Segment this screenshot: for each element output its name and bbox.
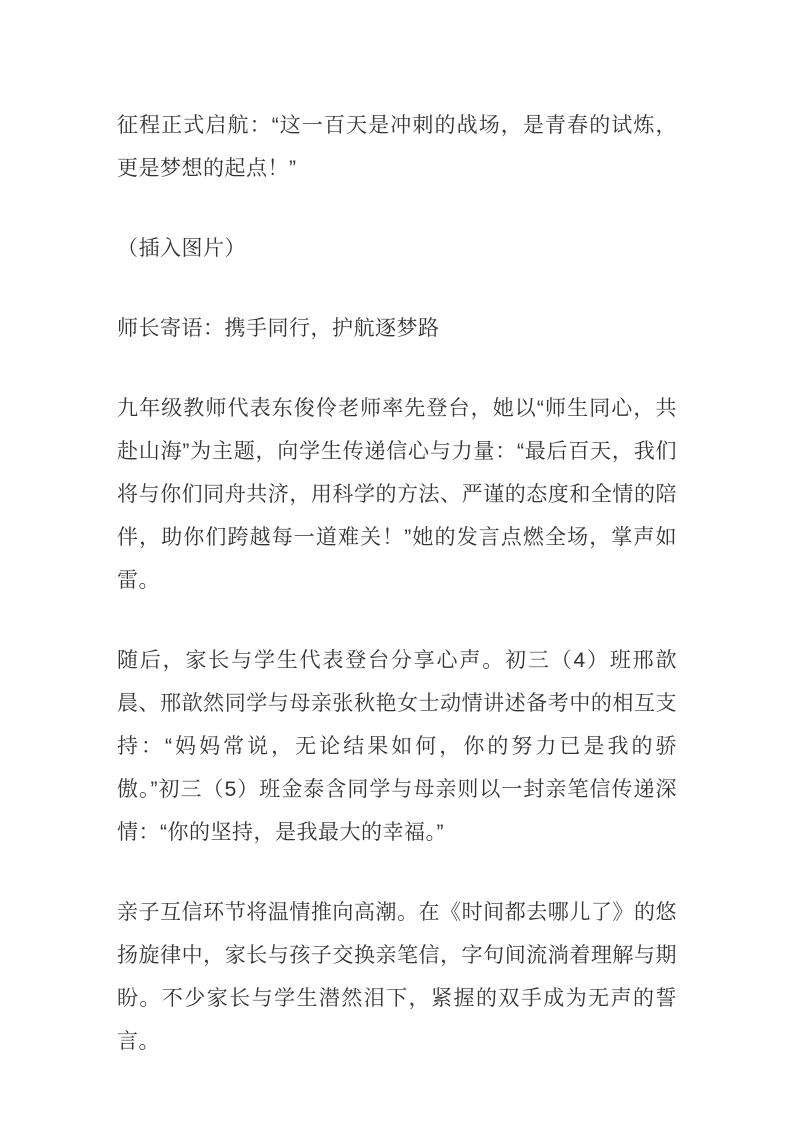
paragraph-parent-student-sharing: 随后，家长与学生代表登台分享心声。初三（4）班邢歆晨、邢歆然同学与母亲张秋艳女士动情讲述备考中的相互支持：“妈妈常说，无论结果如何，你的努力已是我的骄傲。”初三（5）班金泰含同学与母亲则以一封亲笔信传递深情：“你的坚持，是我最大的幸福。” bbox=[117, 649, 677, 844]
paragraph-letter-exchange: 亲子互信环节将温情推向高潮。在《时间都去哪儿了》的悠扬旋律中，家长与孩子交换亲笔信，字句间流淌着理解与期盼。不少家长与学生潜然泪下，紧握的双手成为无声的誓言。 bbox=[117, 901, 677, 1053]
paragraph-opening-quote: 征程正式启航：“这一百天是冲刺的战场，是青春的试炼，更是梦想的起点！” bbox=[117, 114, 677, 180]
image-placeholder-note: （插入图片） bbox=[117, 237, 246, 260]
document-content bbox=[117, 104, 677, 1063]
paragraph-teacher-speech: 九年级教师代表东俊伶老师率先登台，她以“师生同心，共赴山海”为主题，向学生传递信心与力量：“最后百天，我们将与你们同舟共济，用科学的方法、严谨的态度和全情的陪伴，助你们跨越每一道难关！”她的发言点燃全场，掌声如雷。 bbox=[117, 397, 677, 592]
section-heading: 师长寄语：携手同行，护航逐梦路 bbox=[117, 317, 440, 340]
